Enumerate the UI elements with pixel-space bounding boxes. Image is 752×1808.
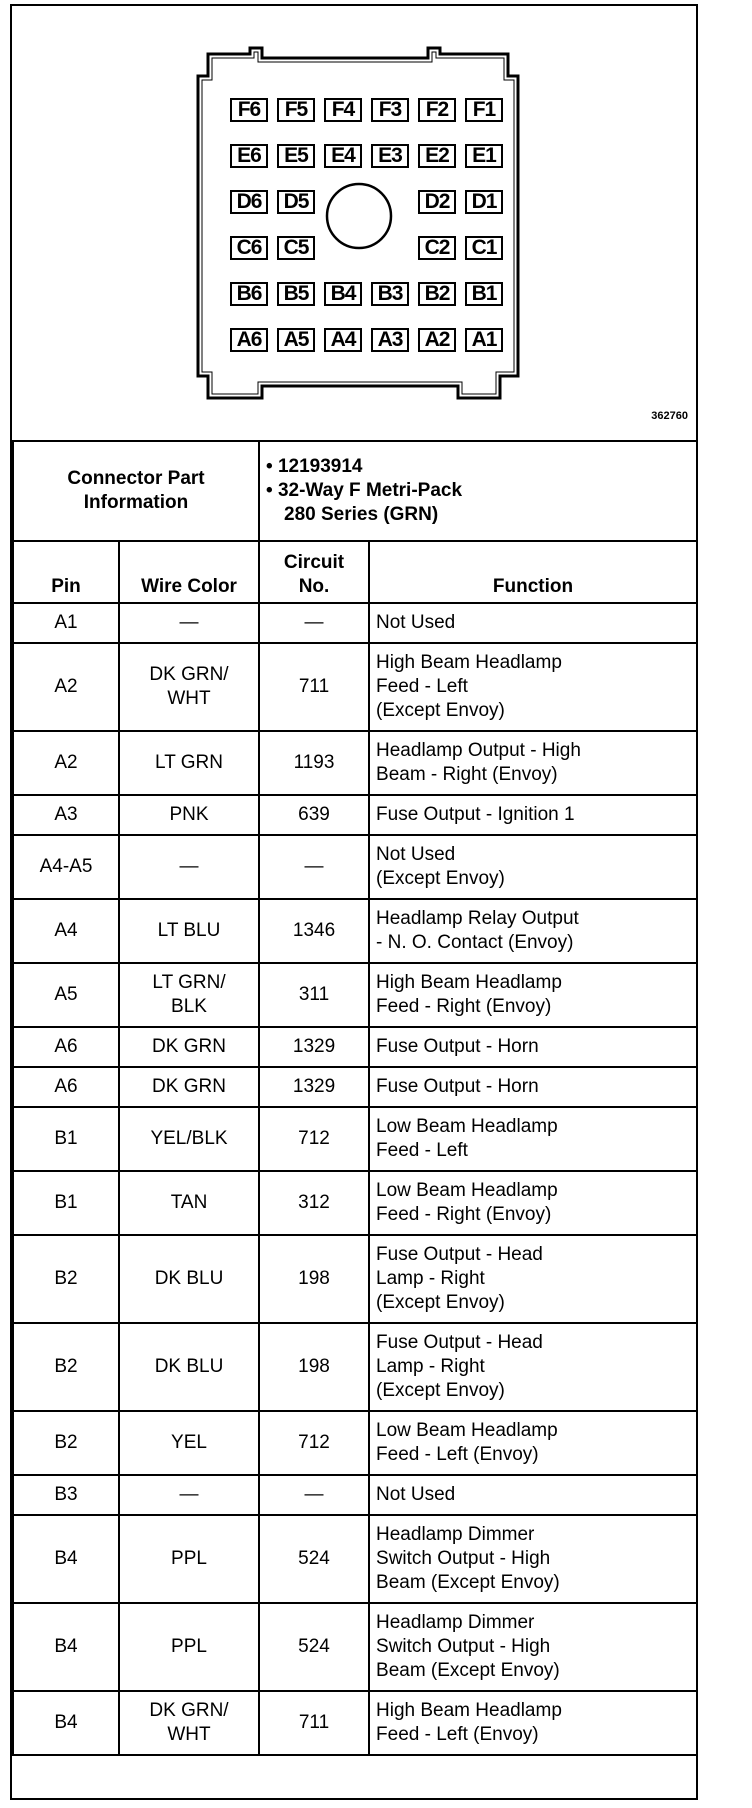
connector-description-line1: 32-Way F Metri-Pack — [277, 480, 463, 501]
circuit-header-line1: Circuit — [283, 552, 345, 573]
circuit-cell: 1346 — [259, 899, 369, 963]
pin-label-b6: B6 — [230, 282, 268, 306]
function-cell: High Beam Headlamp Feed - Left (Except Envoy) — [369, 643, 697, 731]
table-row — [13, 643, 697, 731]
pin-cell: B2 — [13, 1235, 119, 1323]
connector-outline — [12, 6, 696, 440]
table-row — [13, 1603, 697, 1691]
table-row — [13, 1691, 697, 1755]
wire-color-cell: DK GRN/ WHT — [119, 643, 259, 731]
circuit-cell: 712 — [259, 1107, 369, 1171]
wire-color-cell: TAN — [119, 1171, 259, 1235]
pin-label-e4: E4 — [324, 144, 362, 168]
pin-label-e1: E1 — [465, 144, 503, 168]
circuit-cell: 524 — [259, 1515, 369, 1603]
function-cell: Headlamp Dimmer Switch Output - High Beam (Except Envoy) — [369, 1603, 697, 1691]
table-row — [13, 835, 697, 899]
pin-label-f5: F5 — [277, 98, 315, 122]
function-cell: Headlamp Output - High Beam - Right (Envoy) — [369, 731, 697, 795]
wire-color-cell: DK BLU — [119, 1235, 259, 1323]
pin-label-a1: A1 — [465, 328, 503, 352]
pin-label-b3: B3 — [371, 282, 409, 306]
circuit-cell: 198 — [259, 1323, 369, 1411]
table-row — [13, 603, 697, 643]
pin-label-c5: C5 — [277, 236, 315, 260]
part-number: 12193914 — [277, 456, 363, 477]
pin-label-c2: C2 — [418, 236, 456, 260]
pin-label-a3: A3 — [371, 328, 409, 352]
pin-label-d2: D2 — [418, 190, 456, 214]
function-cell: High Beam Headlamp Feed - Left (Envoy) — [369, 1691, 697, 1755]
table-row — [13, 1027, 697, 1067]
function-cell: Not Used — [369, 603, 697, 643]
pin-label-b5: B5 — [277, 282, 315, 306]
pin-label-d1: D1 — [465, 190, 503, 214]
function-cell: Fuse Output - Head Lamp - Right (Except Envoy) — [369, 1235, 697, 1323]
table-row — [13, 1411, 697, 1475]
table-row — [13, 1515, 697, 1603]
pin-cell: B1 — [13, 1171, 119, 1235]
pin-cell: A6 — [13, 1027, 119, 1067]
pin-cell: A2 — [13, 643, 119, 731]
table-row — [13, 1235, 697, 1323]
function-cell: Not Used (Except Envoy) — [369, 835, 697, 899]
pin-cell: A3 — [13, 795, 119, 835]
connector-info-values: • 12193914 • 32-Way F Metri-Pack 280 Series (GRN) — [259, 441, 697, 541]
pin-cell: A2 — [13, 731, 119, 795]
circuit-cell: 1329 — [259, 1027, 369, 1067]
wire-color-cell: LT GRN — [119, 731, 259, 795]
wire-color-cell: LT BLU — [119, 899, 259, 963]
wire-color-cell: YEL/BLK — [119, 1107, 259, 1171]
table-row — [13, 963, 697, 1027]
function-cell: Low Beam Headlamp Feed - Left — [369, 1107, 697, 1171]
circuit-cell: 524 — [259, 1603, 369, 1691]
wire-color-cell: PNK — [119, 795, 259, 835]
wire-color-header: Wire Color — [119, 541, 259, 603]
wire-color-cell: — — [119, 1475, 259, 1515]
connector-sheet — [10, 4, 698, 1800]
pin-label-e3: E3 — [371, 144, 409, 168]
table-row — [13, 1107, 697, 1171]
table-row — [13, 795, 697, 835]
pin-label-f3: F3 — [371, 98, 409, 122]
key-circle — [327, 184, 391, 248]
wire-color-cell: DK GRN — [119, 1067, 259, 1107]
wire-color-cell: PPL — [119, 1515, 259, 1603]
wire-color-cell: DK GRN/ WHT — [119, 1691, 259, 1755]
function-cell: Headlamp Dimmer Switch Output - High Beam (Except Envoy) — [369, 1515, 697, 1603]
circuit-cell: 711 — [259, 643, 369, 731]
connector-description-line2: 280 Series (GRN) — [284, 504, 439, 525]
function-cell: Fuse Output - Ignition 1 — [369, 795, 697, 835]
pin-label-b4: B4 — [324, 282, 362, 306]
pin-label-f4: F4 — [324, 98, 362, 122]
wire-color-cell: — — [119, 603, 259, 643]
pin-label-f2: F2 — [418, 98, 456, 122]
pin-label-d5: D5 — [277, 190, 315, 214]
table-row — [13, 1475, 697, 1515]
pin-label-e5: E5 — [277, 144, 315, 168]
circuit-cell: 1329 — [259, 1067, 369, 1107]
pin-cell: A5 — [13, 963, 119, 1027]
function-cell: High Beam Headlamp Feed - Right (Envoy) — [369, 963, 697, 1027]
function-cell: Low Beam Headlamp Feed - Left (Envoy) — [369, 1411, 697, 1475]
function-cell: Fuse Output - Horn — [369, 1027, 697, 1067]
circuit-cell: — — [259, 1475, 369, 1515]
table-row — [13, 899, 697, 963]
circuit-cell: 198 — [259, 1235, 369, 1323]
pin-cell: B2 — [13, 1323, 119, 1411]
pin-cell: B1 — [13, 1107, 119, 1171]
pin-cell: A4 — [13, 899, 119, 963]
pin-label-c6: C6 — [230, 236, 268, 260]
connector-info-label: Connector Part Information — [67, 468, 205, 513]
wire-color-cell: — — [119, 835, 259, 899]
table-row — [13, 1171, 697, 1235]
pin-label-f6: F6 — [230, 98, 268, 122]
pin-label-a6: A6 — [230, 328, 268, 352]
function-cell: Headlamp Relay Output - N. O. Contact (Envoy) — [369, 899, 697, 963]
circuit-cell: 312 — [259, 1171, 369, 1235]
pin-label-e2: E2 — [418, 144, 456, 168]
function-cell: Low Beam Headlamp Feed - Right (Envoy) — [369, 1171, 697, 1235]
table-row — [13, 1323, 697, 1411]
function-cell: Fuse Output - Horn — [369, 1067, 697, 1107]
circuit-cell: 1193 — [259, 731, 369, 795]
header-row — [13, 541, 697, 603]
pin-label-e6: E6 — [230, 144, 268, 168]
pin-header: Pin — [13, 541, 119, 603]
circuit-cell: 311 — [259, 963, 369, 1027]
pin-label-a4: A4 — [324, 328, 362, 352]
pin-cell: B4 — [13, 1603, 119, 1691]
function-cell: Not Used — [369, 1475, 697, 1515]
circuit-cell: 712 — [259, 1411, 369, 1475]
circuit-cell: 639 — [259, 795, 369, 835]
pin-label-a5: A5 — [277, 328, 315, 352]
wire-color-cell: LT GRN/ BLK — [119, 963, 259, 1027]
wire-color-cell: PPL — [119, 1603, 259, 1691]
connector-info-row — [13, 441, 697, 541]
figure-number: 362760 — [651, 410, 688, 422]
pinout-table — [12, 440, 698, 1756]
circuit-header — [259, 541, 369, 603]
wire-color-cell: YEL — [119, 1411, 259, 1475]
table-row — [13, 731, 697, 795]
pin-label-c1: C1 — [465, 236, 503, 260]
function-header: Function — [369, 541, 697, 603]
pin-cell: B2 — [13, 1411, 119, 1475]
wire-color-cell: DK BLU — [119, 1323, 259, 1411]
pin-cell: B4 — [13, 1691, 119, 1755]
circuit-header-line2: No. — [298, 576, 330, 597]
pin-cell: B4 — [13, 1515, 119, 1603]
pin-label-a2: A2 — [418, 328, 456, 352]
pin-label-b1: B1 — [465, 282, 503, 306]
table-row — [13, 1067, 697, 1107]
pin-cell: A1 — [13, 603, 119, 643]
wire-color-cell: DK GRN — [119, 1027, 259, 1067]
function-cell: Fuse Output - Head Lamp - Right (Except Envoy) — [369, 1323, 697, 1411]
circuit-cell: — — [259, 835, 369, 899]
pin-label-b2: B2 — [418, 282, 456, 306]
connector-diagram — [12, 6, 696, 442]
pin-cell: B3 — [13, 1475, 119, 1515]
pin-label-f1: F1 — [465, 98, 503, 122]
circuit-cell: — — [259, 603, 369, 643]
pin-cell: A6 — [13, 1067, 119, 1107]
circuit-cell: 711 — [259, 1691, 369, 1755]
pin-cell: A4-A5 — [13, 835, 119, 899]
pin-label-d6: D6 — [230, 190, 268, 214]
